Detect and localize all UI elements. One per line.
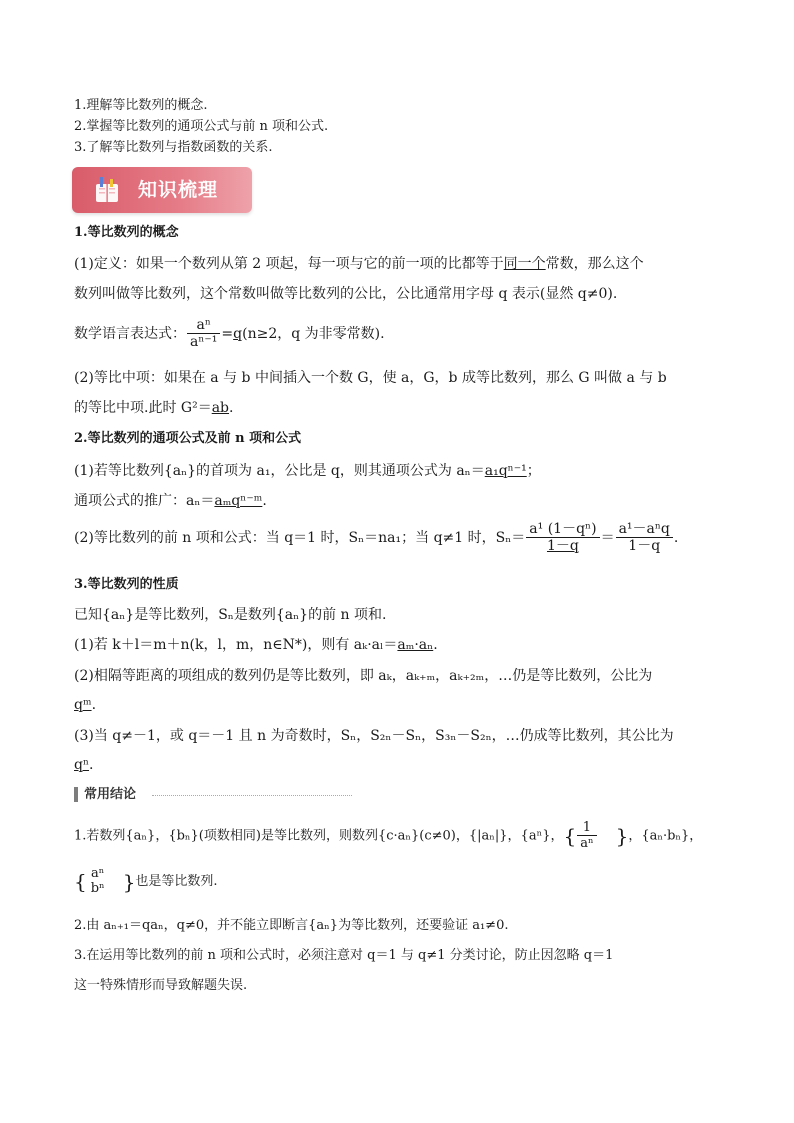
banner-title: 知识梳理 [138,179,219,201]
sec1-def-line2: 数列叫做等比数列，这个常数叫做等比数列的公比，公比通常用字母 q 表示(显然 q≠0). [74,286,618,302]
answer-blank: 同一个 [503,256,546,272]
sec2-title: 2.等比数列的通项公式及前 n 项和公式 [74,431,302,446]
sec1-title: 1.等比数列的概念 [74,225,179,240]
book-icon [94,176,120,204]
conclusions-title: 常用结论 [84,787,137,802]
objective-2: 2.掌握等比数列的通项公式与前 n 项和公式. [74,119,329,134]
sec2-general-term: (1)若等比数列{aₙ}的首项为 a₁，公比是 q，则其通项公式为 aₙ＝a₁qⁿ⁻¹； [74,463,541,479]
sec3-property-3-line2: qⁿ. [74,757,94,773]
sec3-property-3-line1: (3)当 q≠－1，或 q＝－1 且 n 为奇数时，Sₙ，S₂ₙ－Sₙ，S₃ₙ－S₂ₙ，…仍成等比数列，其公比为 [74,728,674,744]
sec3-intro: 已知{aₙ}是等比数列，Sₙ是数列{aₙ}的前 n 项和. [74,607,387,623]
sec1-mid-line2: 的等比中项.此时 G²＝ab. [74,400,234,416]
objective-1: 1.理解等比数列的概念. [74,98,208,113]
conclusion-1-line1: 1.若数列{aₙ}，{bₙ}(项数相同)是等比数列，则数列{c·aₙ}(c≠0)，{|aₙ|}，{aⁿ}，{ $\frac{1}{\text{aⁿ}}$ }，{aₙ·bₙ}， [74,820,703,851]
sec1-mid-line1: (2)等比中项：如果在 a 与 b 中间插入一个数 G，使 a，G，b 成等比数列，那么 G 叫做 a 与 b [74,370,667,386]
section-banner [72,167,252,213]
conclusion-2: 2.由 aₙ₊₁＝qaₙ，q≠0，并不能立即断言{aₙ}为等比数列，还要验证 a₁≠0. [74,918,509,933]
conclusions-header [74,784,354,806]
conclusion-3-line1: 3.在运用等比数列的前 n 项和公式时，必须注意对 q＝1 与 q≠1 分类讨论，防止因忽略 q＝1 [74,948,614,963]
sec3-title: 3.等比数列的性质 [74,577,179,592]
ratio-fraction: $\frac{\text{aⁿ}}{\text{aⁿ⁻¹}}$ [187,318,220,350]
sec1-def-line1: (1)定义：如果一个数列从第 2 项起，每一项与它的前一项的比都等于同一个常数，那么这个 [74,256,644,272]
objective-3: 3.了解等比数列与指数函数的关系. [74,140,273,155]
conclusion-3-line2: 这一特殊情形而导致解题失误. [74,978,248,993]
sec2-sum-formula: (2)等比数列的前 n 项和公式：当 q＝1 时，Sₙ＝na₁；当 q≠1 时，Sₙ＝ $\frac{\text{a¹ (1－qⁿ)}}{1-q}$ ＝ $\frac{\text{a¹－aⁿq}}{1-q}$ . [74,521,679,554]
sec1-math-expression: 数学语言表达式： $\frac{\text{aⁿ}}{\text{aⁿ⁻¹}}$ =q(n≥2，q 为非零常数). [74,317,385,350]
sec3-property-1: (1)若 k＋l＝m＋n(k，l，m，n∈N*)，则有 aₖ·aₗ＝aₘ·aₙ. [74,637,438,653]
sec3-property-2-line2: qᵐ. [74,697,97,713]
conclusion-1-line2: { aⁿ bⁿ }也是等比数列. [74,866,218,896]
sec3-property-2-line1: (2)相隔等距离的项组成的数列仍是等比数列，即 aₖ，aₖ₊ₘ，aₖ₊₂ₘ，…仍是等比数列，公比为 [74,668,653,684]
sec2-extension: 通项公式的推广：aₙ＝aₘqⁿ⁻ᵐ. [74,493,267,509]
